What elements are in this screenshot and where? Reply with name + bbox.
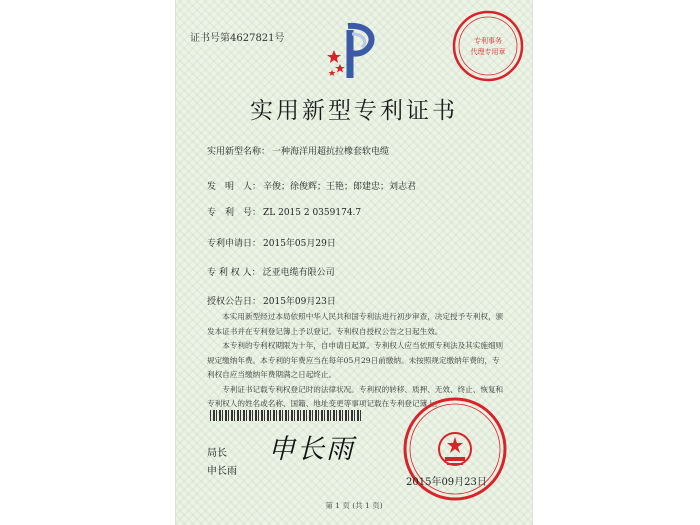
certificate-number: 证书号第4627821号	[190, 33, 285, 44]
field-grant-date	[207, 294, 336, 307]
patent-certificate	[175, 0, 533, 525]
field-value: 2015年05月29日	[263, 239, 336, 249]
paragraph-grant: 本实用新型经过本局依照中华人民共和国专利法进行初步审查，决定授予专利权，颁发本证书并在专利登记簿上予以登记。专利权自授权公告之日起生效。	[207, 312, 504, 336]
field-label: 实用新型名称：	[207, 147, 271, 157]
director-name: 申长雨	[207, 466, 237, 477]
barcode	[210, 410, 363, 421]
field-value: ZL 2015 2 0359174.7	[263, 208, 362, 218]
field-value: 2015年09月23日	[263, 297, 336, 307]
field-utility-model-name	[207, 144, 389, 157]
field-value: 辛俊；徐俊辉；王艳；郎建忠；刘志君	[263, 182, 417, 192]
field-application-date	[207, 236, 336, 249]
certificate-title: 实用新型专利证书	[250, 98, 458, 124]
field-label: 专利申请日：	[207, 239, 262, 249]
field-label: 授权公告日：	[207, 297, 262, 307]
field-label: 专 利 权 人：	[207, 268, 261, 278]
field-label: 专 利 号：	[207, 208, 262, 218]
field-patentee	[207, 265, 335, 278]
seal-date: 2015年09月23日	[406, 477, 487, 488]
field-patent-number	[207, 205, 361, 218]
paragraph-term: 本专利的专利权期限为十年，自申请日起算。专利权人应当依照专利法及其实施细则规定缴纳年费。本专利的年费应当在每年05月29日前缴纳。未按照规定缴纳年费的，专利权自应当缴纳年费期满之日起终止。	[207, 341, 504, 379]
patent-office-logo	[326, 20, 386, 82]
field-label: 发 明 人：	[207, 182, 262, 192]
field-value: 一种海洋用超抗拉橡套软电缆	[272, 147, 390, 157]
field-value: 泛亚电缆有限公司	[262, 268, 335, 278]
director-signature: 申长雨	[268, 434, 355, 465]
field-inventors	[207, 179, 416, 192]
page-footer: 第 1 页 (共 1 页)	[325, 501, 383, 510]
paragraph-legal-status: 专利证书记载专利权登记时的法律状况。专利权的转移、质押、无效、终止、恢复和专利权人的姓名或名称、国籍、地址变更等事项记载在专利登记簿上。	[207, 384, 504, 408]
director-title: 局长	[207, 448, 227, 459]
svg-text:代理专用章: 代理专用章	[470, 48, 506, 56]
agency-stamp	[450, 8, 526, 84]
svg-text:专利事务: 专利事务	[474, 37, 502, 45]
